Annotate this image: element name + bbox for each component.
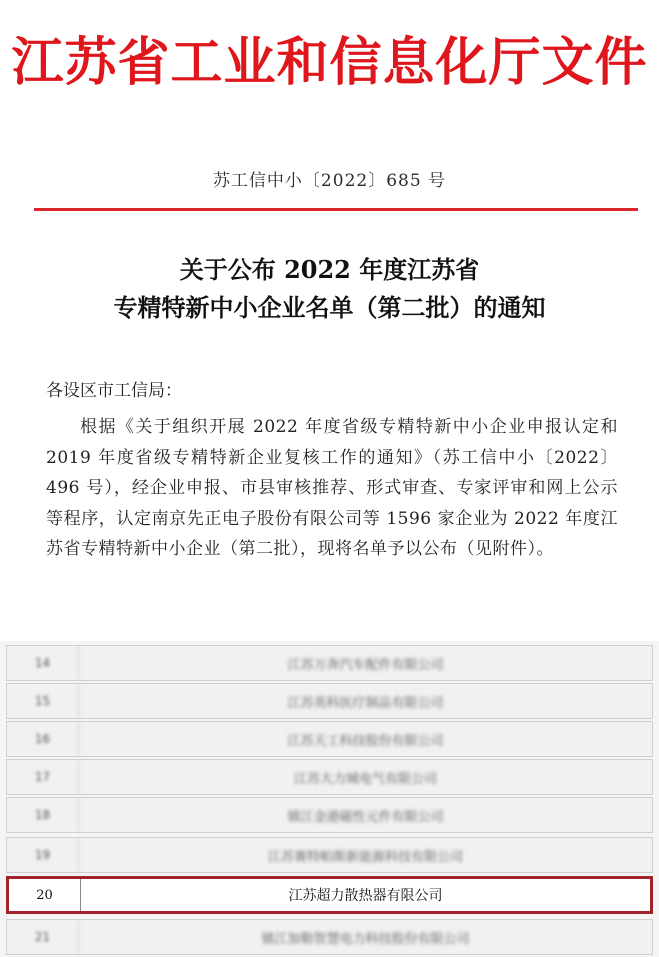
notice-title-line-1: 关于公布 2022 年度江苏省 bbox=[179, 255, 480, 284]
company-name: 镇江金港磁性元件有限公司 bbox=[287, 809, 444, 825]
table-row bbox=[6, 759, 653, 795]
table-row bbox=[6, 919, 653, 955]
document-issuer-header: 江苏省工业和信息化厅文件 bbox=[11, 33, 648, 93]
table-row bbox=[6, 645, 653, 681]
addressee: 各设区市工信局： bbox=[46, 381, 182, 401]
red-divider-line bbox=[34, 208, 638, 211]
document-number: 苏工信中小〔2022〕685 号 bbox=[212, 171, 447, 191]
highlighted-table-row bbox=[6, 876, 653, 914]
table-row bbox=[6, 721, 653, 757]
company-name: 镇江加勒智慧电力科技股份有限公司 bbox=[261, 931, 470, 947]
company-name: 江苏赛特帕斯新能源科技有限公司 bbox=[267, 849, 463, 865]
row-index: 15 bbox=[7, 684, 79, 718]
company-list-table bbox=[0, 641, 659, 957]
company-name: 江苏超力散热器有限公司 bbox=[288, 888, 443, 904]
notice-body-paragraph: 根据《关于组织开展 2022 年度省级专精特新中小企业申报认定和 2019 年度省级专精特新企业复核工作的通知》（苏工信中小〔2022〕496 号），经企业申报、市县审核推荐、形式审查、专家评审和网上公示等程序，认定南京先正电子股份有限公司等 1596 家企业为 2022 年度江苏省专精特新中小企业（第二批），现将名单予以公布（见附件）。 bbox=[46, 417, 618, 559]
company-name: 江苏英科医疗制品有限公司 bbox=[287, 695, 444, 711]
row-index: 16 bbox=[7, 722, 79, 756]
table-row bbox=[6, 837, 653, 873]
row-index: 19 bbox=[7, 838, 79, 872]
row-index: 17 bbox=[7, 760, 79, 794]
row-index: 21 bbox=[7, 920, 79, 954]
table-row bbox=[6, 797, 653, 833]
row-index: 14 bbox=[7, 646, 79, 680]
company-name: 江苏大力城电气有限公司 bbox=[293, 771, 437, 787]
row-index: 18 bbox=[7, 798, 79, 832]
company-name: 江苏万奔汽车配件有限公司 bbox=[287, 657, 444, 673]
row-index: 20 bbox=[9, 879, 81, 911]
notice-title-line-2: 专精特新中小企业名单（第二批）的通知 bbox=[113, 293, 546, 322]
table-row bbox=[6, 683, 653, 719]
company-name: 江苏天工科技股份有限公司 bbox=[287, 733, 444, 749]
notice-title bbox=[0, 251, 659, 327]
